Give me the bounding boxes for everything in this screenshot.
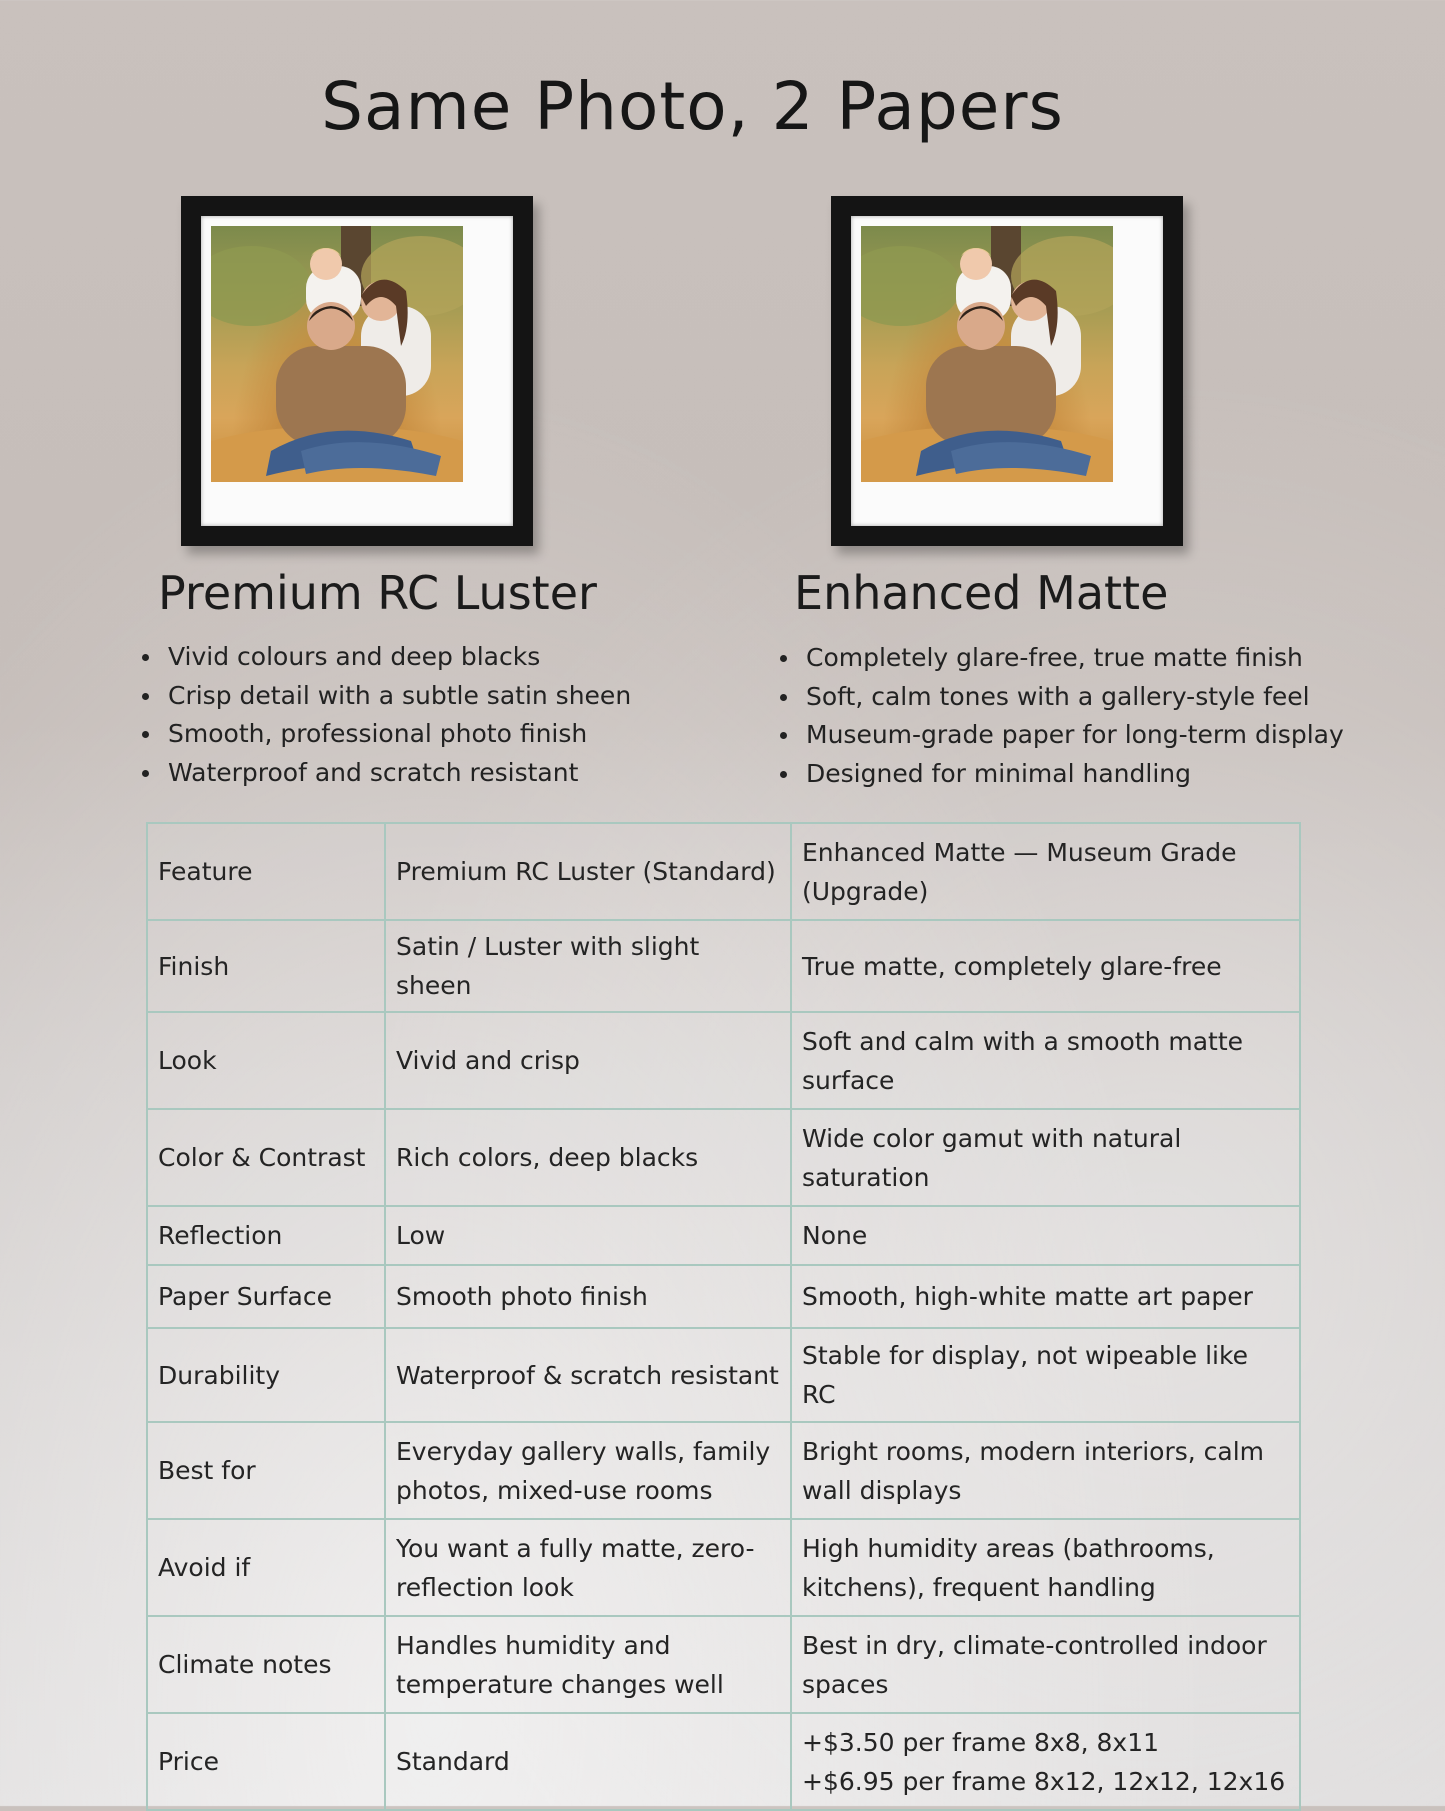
comparison-table bbox=[146, 822, 1301, 1811]
rc-luster-heading: Premium RC Luster bbox=[158, 566, 597, 620]
table-cell-matte: True matte, completely glare-free bbox=[791, 920, 1300, 1012]
table-cell-rc: Satin / Luster with slight sheen bbox=[385, 920, 791, 1012]
table-cell-matte: Wide color gamut with natural saturation bbox=[791, 1109, 1300, 1206]
table-cell-matte: High humidity areas (bathrooms, kitchens), frequent handling bbox=[791, 1519, 1300, 1616]
table-row bbox=[147, 823, 1300, 920]
table-cell-rc: Rich colors, deep blacks bbox=[385, 1109, 791, 1206]
table-cell-rc: Waterproof & scratch resistant bbox=[385, 1328, 791, 1422]
table-cell-rc: Smooth photo finish bbox=[385, 1265, 791, 1328]
family-photo bbox=[211, 226, 463, 482]
list-item: Crisp detail with a subtle satin sheen bbox=[138, 677, 631, 716]
list-item: Soft, calm tones with a gallery-style feel bbox=[776, 678, 1344, 717]
family-photo-illustration bbox=[211, 226, 463, 482]
table-cell-feature: Color & Contrast bbox=[147, 1109, 385, 1206]
list-item: Designed for minimal handling bbox=[776, 755, 1344, 794]
table-cell-feature: Best for bbox=[147, 1422, 385, 1519]
table-cell-feature: Feature bbox=[147, 823, 385, 920]
list-item: Smooth, professional photo finish bbox=[138, 715, 631, 754]
enhanced-matte-heading: Enhanced Matte bbox=[794, 566, 1169, 620]
table-cell-feature: Paper Surface bbox=[147, 1265, 385, 1328]
table-cell-matte: Enhanced Matte — Museum Grade (Upgrade) bbox=[791, 823, 1300, 920]
table-row bbox=[147, 1713, 1300, 1810]
table-cell-matte: Smooth, high-white matte art paper bbox=[791, 1265, 1300, 1328]
framed-photo-rc-luster bbox=[181, 196, 533, 546]
table-cell-rc: Premium RC Luster (Standard) bbox=[385, 823, 791, 920]
table-cell-rc: Handles humidity and temperature changes well bbox=[385, 1616, 791, 1713]
enhanced-matte-features bbox=[776, 639, 1344, 793]
family-photo-illustration bbox=[861, 226, 1113, 482]
table-cell-matte: Stable for display, not wipeable like RC bbox=[791, 1328, 1300, 1422]
table-row bbox=[147, 1616, 1300, 1713]
table-row bbox=[147, 1328, 1300, 1422]
table-row bbox=[147, 1206, 1300, 1265]
table-cell-feature: Climate notes bbox=[147, 1616, 385, 1713]
table-cell-rc: Low bbox=[385, 1206, 791, 1265]
table-cell-feature: Look bbox=[147, 1012, 385, 1109]
framed-photo-enhanced-matte bbox=[831, 196, 1183, 546]
table-row bbox=[147, 1265, 1300, 1328]
table-cell-feature: Avoid if bbox=[147, 1519, 385, 1616]
page-title: Same Photo, 2 Papers bbox=[321, 68, 1064, 145]
table-cell-rc: Standard bbox=[385, 1713, 791, 1810]
table-cell-rc: Vivid and crisp bbox=[385, 1012, 791, 1109]
table-cell-matte: Best in dry, climate-controlled indoor spaces bbox=[791, 1616, 1300, 1713]
table-cell-rc: You want a fully matte, zero-reflection look bbox=[385, 1519, 791, 1616]
table-cell-matte: Bright rooms, modern interiors, calm wall displays bbox=[791, 1422, 1300, 1519]
table-row bbox=[147, 920, 1300, 1012]
rc-luster-features bbox=[138, 638, 631, 792]
family-photo bbox=[861, 226, 1113, 482]
list-item: Museum-grade paper for long-term display bbox=[776, 716, 1344, 755]
list-item: Vivid colours and deep blacks bbox=[138, 638, 631, 677]
table-cell-rc: Everyday gallery walls, family photos, mixed-use rooms bbox=[385, 1422, 791, 1519]
table-row bbox=[147, 1519, 1300, 1616]
table-row bbox=[147, 1422, 1300, 1519]
table-cell-matte: None bbox=[791, 1206, 1300, 1265]
table-cell-feature: Finish bbox=[147, 920, 385, 1012]
table-cell-feature: Reflection bbox=[147, 1206, 385, 1265]
list-item: Completely glare-free, true matte finish bbox=[776, 639, 1344, 678]
table-row bbox=[147, 1109, 1300, 1206]
table-cell-matte: +$3.50 per frame 8x8, 8x11 +$6.95 per frame 8x12, 12x12, 12x16 bbox=[791, 1713, 1300, 1810]
list-item: Waterproof and scratch resistant bbox=[138, 754, 631, 793]
table-row bbox=[147, 1012, 1300, 1109]
table-cell-feature: Durability bbox=[147, 1328, 385, 1422]
table-cell-feature: Price bbox=[147, 1713, 385, 1810]
table-cell-matte: Soft and calm with a smooth matte surface bbox=[791, 1012, 1300, 1109]
